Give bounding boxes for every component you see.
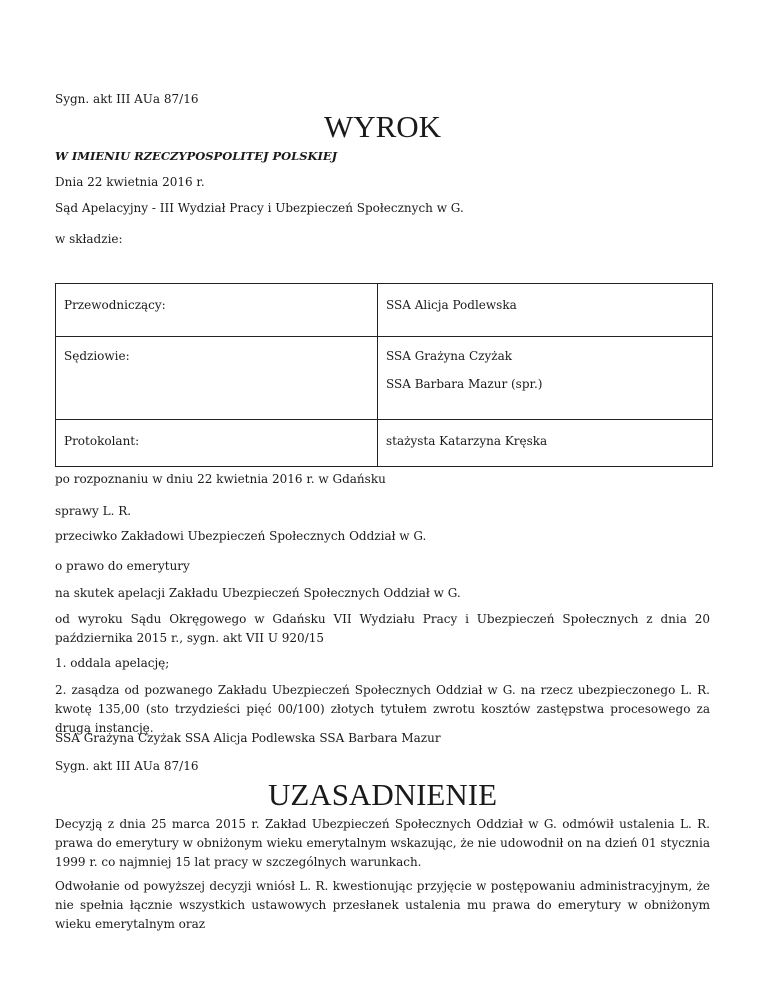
clerk-label: Protokolant: (56, 420, 378, 467)
case-party: sprawy L. R. (55, 504, 132, 518)
table-row (56, 284, 713, 337)
justification-title: UZASADNIENIE (267, 777, 498, 812)
verdict-date: Dnia 22 kwietnia 2016 r. (55, 175, 205, 189)
presiding-label: Przewodniczący: (56, 284, 378, 337)
case-signature: Sygn. akt III AUa 87/16 (55, 92, 199, 106)
appealed-judgment: od wyroku Sądu Okręgowego w Gdańsku VII Wydziału Pracy i Ubezpieczeń Społecznych z dnia 20 października 2015 r., sygn. akt VII U 920/15 (55, 612, 710, 645)
ruling-item-1: 1. oddala apelację; (55, 656, 170, 670)
judges-names (378, 337, 713, 420)
verdict-title: WYROK (323, 109, 442, 144)
judges-label: Sędziowie: (56, 337, 378, 420)
judge-1: SSA Grażyna Czyżak (386, 349, 513, 363)
composition-label: w składzie: (55, 232, 123, 246)
judges-signatures: SSA Grażyna Czyżak SSA Alicja Podlewska SSA Barbara Mazur (55, 731, 441, 745)
justification-paragraph-2: Odwołanie od powyższej decyzji wniósł L. R. kwestionując przyjęcie w postępowaniu administracyjnym, że nie spełnia łącznie wszystkich ustawowych przesłanek ustalenia mu prawa do emerytury w obniżonym wieku emerytalnym oraz (55, 879, 710, 931)
proceedings-date: po rozpoznaniu w dniu 22 kwietnia 2016 r. w Gdańsku (55, 472, 386, 486)
case-subject: o prawo do emerytury (55, 559, 190, 573)
table-row (56, 337, 713, 420)
court-panel-table (55, 283, 713, 467)
table-row (56, 420, 713, 467)
in-name-of-heading: W IMIENIU RZECZYPOSPOLITEJ POLSKIEJ (55, 149, 338, 163)
appeal-basis: na skutek apelacji Zakładu Ubezpieczeń Społecznych Oddział w G. (55, 586, 461, 600)
court-name: Sąd Apelacyjny - III Wydział Pracy i Ubezpieczeń Społecznych w G. (55, 201, 464, 215)
justification-paragraph-1: Decyzją z dnia 25 marca 2015 r. Zakład Ubezpieczeń Społecznych Oddział w G. odmówił ustalenia L. R. prawa do emerytury w obniżonym wieku emerytalnym wskazując, że nie udowodnił on na dzień 01 stycznia 1999 r. co najmniej 15 lat pracy w szczególnych warunkach. (55, 817, 710, 869)
ruling-item-2: 2. zasądza od pozwanego Zakładu Ubezpieczeń Społecznych Oddział w G. na rzecz ubezpieczonego L. R. kwotę 135,00 (sto trzydzieści pięć 00/100) złotych tytułem zwrotu kosztów zastępstwa procesowego za drugą instancję. (55, 683, 710, 735)
case-signature-2: Sygn. akt III AUa 87/16 (55, 759, 199, 773)
presiding-name: SSA Alicja Podlewska (378, 284, 713, 337)
defendant: przeciwko Zakładowi Ubezpieczeń Społecznych Oddział w G. (55, 529, 427, 543)
clerk-name: stażysta Katarzyna Kręska (378, 420, 713, 467)
judge-2: SSA Barbara Mazur (spr.) (386, 377, 543, 391)
